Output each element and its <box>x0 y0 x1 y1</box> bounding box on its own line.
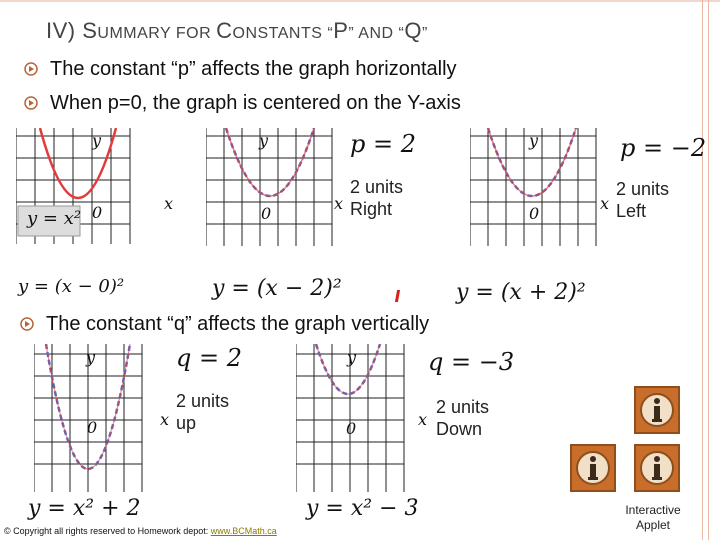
info-icon <box>636 446 678 490</box>
slide-right-border <box>702 0 703 540</box>
interactive-applet-label[interactable]: Interactive Applet <box>625 503 681 532</box>
graph-p-neg <box>470 128 610 246</box>
red-mark <box>395 290 400 302</box>
bcmath-link[interactable]: www.BCMath.ca <box>210 526 277 536</box>
axis-y-label: y <box>259 131 269 150</box>
slide-top-border <box>0 0 720 2</box>
q-value-neg: q = −3 <box>428 348 515 376</box>
info-button[interactable] <box>634 386 680 434</box>
axis-y-label: y <box>92 131 102 150</box>
graph-q-neg <box>296 344 426 492</box>
info-button[interactable] <box>634 444 680 492</box>
equation-inside: y = x² <box>27 208 82 229</box>
axis-x-label: x <box>164 194 174 213</box>
annotation-shift-down: 2 units Down <box>436 397 490 439</box>
equation-p-neg: y = (x + 2)² <box>456 280 586 305</box>
copyright-notice: © Copyright all rights reserved to Homework depot: www.BCMath.ca <box>4 526 277 536</box>
origin-label: 0 <box>261 204 272 223</box>
slide-right-border-inner <box>708 0 709 540</box>
annotation-shift-left: 2 units Left <box>616 179 670 221</box>
axis-y-label: y <box>347 348 357 367</box>
origin-label: 0 <box>529 204 540 223</box>
axis-x-label: x <box>334 194 344 213</box>
equation-p-pos: y = (x − 2)² <box>212 276 342 301</box>
bullet-q-vertical <box>46 313 429 336</box>
axis-x-label: x <box>160 410 170 429</box>
axis-x-label: x <box>600 194 610 213</box>
bullet-text: When p=0, the graph is centered on the Y-axis <box>50 92 461 114</box>
origin-label: 0 <box>92 203 103 222</box>
annotation-shift-up: 2 units up <box>176 391 230 433</box>
bullet-arrow-icon <box>24 62 38 76</box>
slide-title: IV) SUMMARY FOR CONSTANTS “P” AND “Q” <box>46 18 428 43</box>
p-value-neg: p = −2 <box>620 134 707 162</box>
axis-y-label: y <box>529 131 539 150</box>
axis-y-label: y <box>86 348 96 367</box>
graph-q-pos <box>34 344 172 492</box>
origin-label: 0 <box>87 418 98 437</box>
axis-x-label: x <box>418 410 428 429</box>
bullet-text: The constant “p” affects the graph horizontally <box>50 58 457 80</box>
graph-p-pos <box>206 128 346 246</box>
q-value-pos: q = 2 <box>176 344 242 372</box>
bullet-arrow-icon <box>20 317 34 331</box>
parabola-curve <box>40 128 116 198</box>
equation-q-neg: y = x² − 3 <box>306 496 419 521</box>
info-icon <box>572 446 614 490</box>
info-button[interactable] <box>570 444 616 492</box>
annotation-shift-right: 2 units Right <box>350 177 404 219</box>
bullet-text: The constant “q” affects the graph vertically <box>46 313 430 335</box>
bullet-p-horizontal <box>50 58 457 81</box>
bullet-p-zero <box>50 92 461 115</box>
bullet-arrow-icon <box>24 96 38 110</box>
origin-label: 0 <box>346 419 357 438</box>
equation-q-pos: y = x² + 2 <box>28 496 141 521</box>
equation-p0: y = (x − 0)² <box>18 276 125 297</box>
info-icon <box>636 388 678 432</box>
p-value-pos: p = 2 <box>350 130 416 158</box>
